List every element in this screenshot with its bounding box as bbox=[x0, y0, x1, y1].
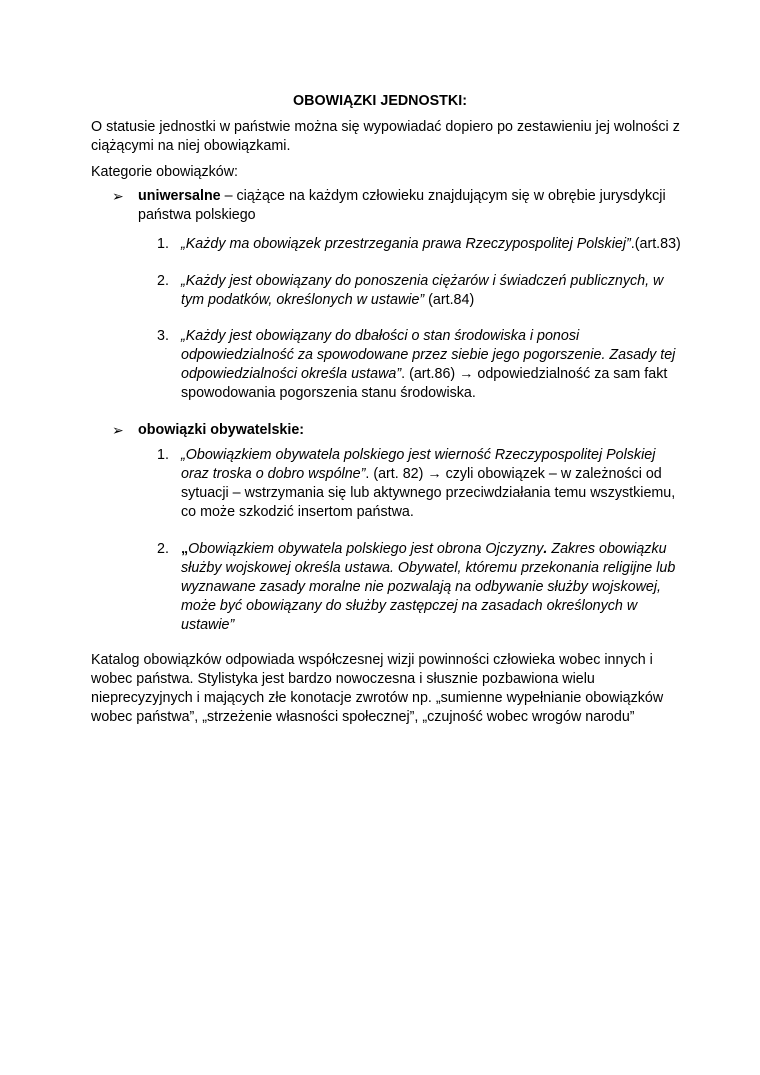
page-title: OBOWIĄZKI JEDNOSTKI: bbox=[293, 93, 467, 109]
arrow-bullet-icon: ➢ bbox=[112, 188, 124, 204]
item-line-segment: . bbox=[543, 541, 548, 557]
civic-term: obowiązki obywatelskie: bbox=[138, 422, 305, 438]
item-line bbox=[181, 503, 681, 522]
item-text bbox=[181, 327, 681, 403]
item-line-segment: może być obowiązany do służby zastępczej na zasadach określonych w bbox=[181, 598, 638, 614]
intro-paragraph bbox=[91, 118, 691, 156]
item-line bbox=[181, 465, 681, 484]
item-number: 3. bbox=[157, 328, 169, 344]
categories-label: Kategorie obowiązków: bbox=[91, 164, 239, 180]
item-number: 1. bbox=[157, 236, 169, 252]
item-line-segment: . (art.86) → odpowiedzialność za sam fakt bbox=[401, 366, 668, 382]
item-line bbox=[181, 616, 681, 635]
item-line-segment: „Każdy jest obowiązany do ponoszenia ciężarów i świadczeń publicznych, w bbox=[181, 273, 664, 289]
item-line bbox=[181, 597, 681, 616]
closing-line: wobec państwa”, „strzeżenie własności społecznej”, „czujność wobec wrogów narodu” bbox=[91, 709, 635, 725]
closing-line: Katalog obowiązków odpowiada współczesnej wizji powinności człowieka wobec innych i bbox=[91, 652, 653, 668]
item-line bbox=[181, 559, 681, 578]
item-line bbox=[181, 346, 681, 365]
item-line-segment: „Każdy jest obowiązany do dbałości o stan środowiska i ponosi bbox=[181, 328, 580, 344]
intro-line: ciążącymi na niej obowiązkami. bbox=[91, 138, 291, 154]
item-line-segment: . (art. 82) → czyli obowiązek – w zależności od bbox=[365, 466, 662, 482]
item-line-segment: .(art.83) bbox=[630, 236, 681, 252]
item-line bbox=[181, 291, 681, 310]
item-line-segment: odpowiedzialności określa ustawa” bbox=[181, 366, 402, 382]
universal-desc-cont: państwa polskiego bbox=[138, 207, 256, 223]
item-line bbox=[181, 484, 681, 503]
item-line bbox=[181, 365, 681, 384]
item-text bbox=[181, 272, 681, 310]
item-line bbox=[181, 446, 681, 465]
item-line-segment: sytuacji – wstrzymania się lub aktywnego przeciwdziałania temu wszystkiemu, bbox=[181, 485, 676, 501]
item-number: 2. bbox=[157, 273, 169, 289]
item-line-segment: „ bbox=[181, 541, 189, 557]
closing-line: wobec państwa. Stylistyka jest bardzo nowoczesna i słusznie pozbawiona wielu bbox=[91, 671, 595, 687]
universal-desc: – ciążące na każdym człowieku znajdującym się w obrębie jurysdykcji bbox=[220, 188, 666, 204]
item-line-segment: tym podatków, określonych w ustawie” bbox=[181, 292, 425, 308]
item-line bbox=[181, 384, 681, 403]
closing-line: nieprecyzyjnych i mających złe konotacje zwrotów np. „sumienne wypełnianie obowiązków bbox=[91, 690, 664, 706]
item-text bbox=[181, 540, 681, 635]
intro-line: O statusie jednostki w państwie można się wypowiadać dopiero po zestawieniu jej wolności z bbox=[91, 119, 680, 135]
item-line-segment: wyznawane zasady moralne nie pozwalają na odbywanie służby wojskowej, bbox=[181, 579, 661, 595]
item-line-segment: Zakres obowiązku bbox=[547, 541, 667, 557]
item-line bbox=[181, 272, 681, 291]
item-line-segment: „Każdy ma obowiązek przestrzegania prawa Rzeczypospolitej Polskiej” bbox=[181, 236, 631, 252]
closing-paragraph bbox=[91, 651, 691, 727]
item-text bbox=[181, 446, 681, 522]
universal-term: uniwersalne bbox=[138, 188, 221, 204]
item-line bbox=[181, 540, 681, 559]
bullet-civic-text bbox=[138, 421, 688, 440]
bullet-universal-text bbox=[138, 187, 688, 225]
item-line-segment: spowodowania pogorszenia stanu środowiska. bbox=[181, 385, 476, 401]
item-line-segment: ustawie” bbox=[181, 617, 235, 633]
item-line-segment: służby wojskowej określa ustawa. Obywatel, któremu przekonania religijne lub bbox=[181, 560, 676, 576]
item-line-segment: (art.84) bbox=[424, 292, 475, 308]
item-number: 2. bbox=[157, 541, 169, 557]
item-line bbox=[181, 578, 681, 597]
item-line bbox=[181, 327, 681, 346]
item-line bbox=[181, 235, 681, 254]
item-number: 1. bbox=[157, 447, 169, 463]
item-line-segment: oraz troska o dobro wspólne” bbox=[181, 466, 366, 482]
item-line-segment: Obowiązkiem obywatela polskiego jest obrona Ojczyzny bbox=[188, 541, 544, 557]
item-line-segment: co może szkodzić insertom państwa. bbox=[181, 504, 414, 520]
arrow-bullet-icon: ➢ bbox=[112, 422, 124, 438]
item-line-segment: „Obowiązkiem obywatela polskiego jest wierność Rzeczypospolitej Polskiej bbox=[181, 447, 656, 463]
item-line-segment: odpowiedzialność za spowodowane przez siebie jego pogorszenie. Zasady tej bbox=[181, 347, 676, 363]
item-text bbox=[181, 235, 681, 254]
